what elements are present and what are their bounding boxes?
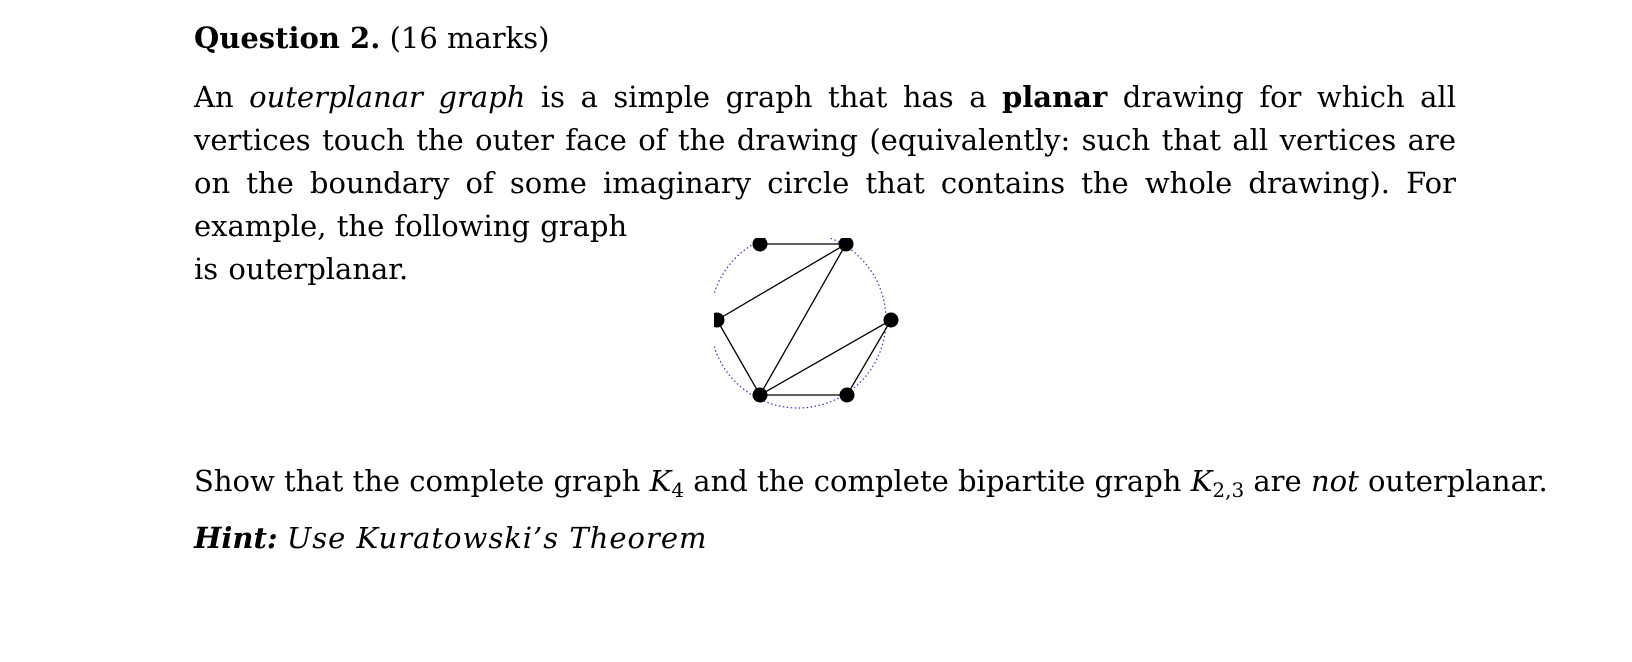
intro-text-1: An [194,80,250,114]
hint-text: Use Kuratowski’s Theorem [286,521,708,555]
graph-vertex-5 [840,388,855,403]
k4-subscript: 4 [671,478,685,502]
intro-text-3: drawing for which all vertices touch the outer face of the drawing (equivalently: such that all vertices are on the boundary of some imaginary circle that contains the whole drawing). For example, the following graph [194,80,1456,243]
graph-vertex-0 [753,238,768,252]
task-not-word: not [1310,464,1359,498]
intro-bold-word: planar [1002,80,1108,114]
k4-base: K [649,464,672,498]
outerplanar-graph-figure [714,238,914,438]
graph-vertices [714,238,899,403]
graph-vertex-1 [839,238,854,252]
graph-edge-4 [760,320,891,395]
hint-line [194,517,708,559]
graph-edge-3 [717,320,760,395]
k23-subscript: 2,3 [1212,478,1245,502]
question-marks: (16 marks) [389,21,550,55]
graph-edge-6 [847,320,891,395]
graph-edge-2 [760,244,846,395]
graph-edges [717,244,891,395]
task-text-4: outerplanar. [1358,464,1548,498]
graph-vertex-3 [884,313,899,328]
intro-term: outerplanar graph [249,80,526,114]
k23-base: K [1190,464,1213,498]
boundary-circle [714,238,886,408]
k4-symbol [649,464,685,502]
graph-vertex-2 [714,313,725,328]
task-sentence [194,460,1548,505]
graph-vertex-4 [753,388,768,403]
question-number: Question 2. [194,21,381,55]
intro-text-2: is a simple graph that has a [525,80,1003,114]
hint-label: Hint: [194,521,278,555]
k23-symbol [1190,464,1245,502]
intro-text-4: is outerplanar. [194,252,409,286]
task-text-3: are [1244,464,1311,498]
task-text-1: Show that the complete graph [194,464,650,498]
graph-edge-1 [717,244,846,320]
task-text-2: and the complete bipartite graph [684,464,1191,498]
question-heading [194,18,549,58]
